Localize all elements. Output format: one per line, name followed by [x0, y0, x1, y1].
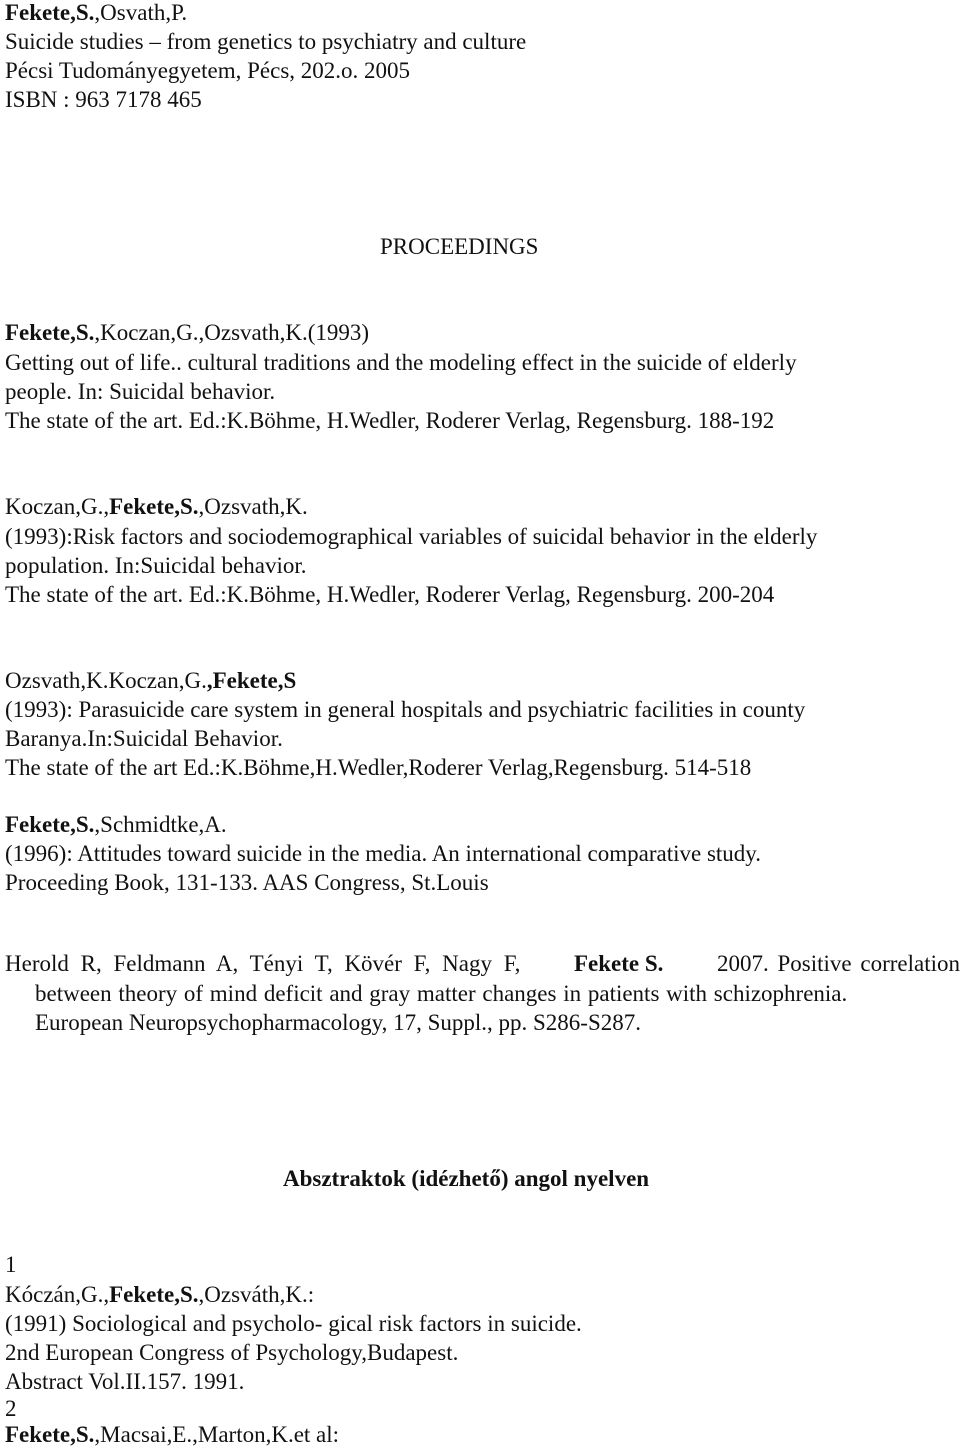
- proceeding-3-author-bold: ,Fekete,S: [206, 668, 297, 693]
- proceeding-1-author-rest: ,Koczan,G.,Ozsvath,K.(1993): [94, 320, 370, 345]
- proceeding-2-line-1: (1993):Risk factors and sociodemographical variables of suicidal behavior in the elderly: [5, 524, 818, 549]
- herold-line-1: [5, 951, 960, 977]
- proceeding-1-line-3: The state of the art. Ed.:K.Böhme, H.Wedler, Roderer Verlag, Regensburg. 188-192: [5, 408, 775, 433]
- herold-year-title: 2007. Positive correlation: [716, 951, 960, 976]
- abstract-1-number: 1: [5, 1252, 17, 1277]
- proceeding-2-author-bold: Fekete,S.: [109, 494, 199, 519]
- proceeding-2-line-2: population. In:Suicidal behavior.: [5, 553, 307, 578]
- abstract-1-author-pre: Kóczán,G.,: [5, 1282, 110, 1307]
- proceeding-3-line-2: Baranya.In:Suicidal Behavior.: [5, 726, 283, 751]
- proceeding-2-author-pre: Koczan,G.,: [5, 494, 110, 519]
- proceeding-2-authors: [5, 494, 308, 520]
- proceeding-3-author-pre: Ozsvath,K.Koczan,G.: [5, 668, 207, 693]
- book-author-rest: ,Osvath,P.: [94, 0, 188, 25]
- abstract-2-author-rest: ,Macsai,E.,Marton,K.et al:: [94, 1422, 340, 1447]
- proceeding-1-line-2: people. In: Suicidal behavior.: [5, 379, 276, 404]
- proceeding-3-line-3: The state of the art Ed.:K.Böhme,H.Wedler,Roderer Verlag,Regensburg. 514-518: [5, 755, 752, 780]
- proceeding-1-line-1: Getting out of life.. cultural traditions and the modeling effect in the suicide of elderly: [5, 350, 797, 375]
- proceeding-3-authors: [5, 668, 296, 694]
- proceeding-2-line-3: The state of the art. Ed.:K.Böhme, H.Wedler, Roderer Verlag, Regensburg. 200-204: [5, 582, 775, 607]
- book-publisher: Pécsi Tudományegyetem, Pécs, 202.o. 2005: [5, 58, 411, 83]
- herold-author-bold: Fekete S.: [573, 951, 664, 976]
- book-author-bold: Fekete,S.: [5, 0, 95, 25]
- proceeding-2-author-rest: ,Ozsvath,K.: [198, 494, 308, 519]
- proceeding-4-author-rest: ,Schmidtke,A.: [94, 812, 227, 837]
- book-isbn: ISBN : 963 7178 465: [5, 87, 202, 112]
- abstract-1-authors: [5, 1282, 314, 1308]
- herold-line-3: European Neuropsychopharmacology, 17, Suppl., pp. S286-S287.: [35, 1010, 642, 1035]
- proceeding-3-line-1: (1993): Parasuicide care system in general hospitals and psychiatric facilities in county: [5, 697, 806, 722]
- abstract-2-number: 2: [5, 1396, 17, 1421]
- abstract-1-line-3: Abstract Vol.II.157. 1991.: [5, 1369, 245, 1394]
- abstract-2-authors: [5, 1422, 339, 1448]
- proceeding-1-author-bold: Fekete,S.: [5, 320, 95, 345]
- proceeding-1-authors: [5, 320, 369, 346]
- herold-authors: Herold R, Feldmann A, Tényi T, Kövér F, Nagy F,: [5, 951, 521, 976]
- abstract-1-author-rest: ,Ozsváth,K.:: [198, 1282, 315, 1307]
- proceeding-4-author-bold: Fekete,S.: [5, 812, 95, 837]
- abstract-1-line-1: (1991) Sociological and psycholo- gical risk factors in suicide.: [5, 1311, 582, 1336]
- proceedings-heading: PROCEEDINGS: [380, 234, 539, 259]
- abstract-1-author-bold: Fekete,S.: [109, 1282, 199, 1307]
- abstract-2-author-bold: Fekete,S.: [5, 1422, 95, 1447]
- herold-line-2: between theory of mind deficit and gray matter changes in patients with schizophrenia.: [35, 981, 848, 1006]
- book-authors: [5, 0, 187, 26]
- proceeding-4-line-2: Proceeding Book, 131-133. AAS Congress, St.Louis: [5, 870, 489, 895]
- proceeding-4-authors: [5, 812, 227, 838]
- abstracts-heading-text: Absztraktok (idézhető) angol nyelven: [283, 1166, 650, 1191]
- book-title: Suicide studies – from genetics to psychiatry and culture: [5, 29, 527, 54]
- abstracts-heading: [283, 1166, 649, 1192]
- proceeding-4-line-1: (1996): Attitudes toward suicide in the media. An international comparative study.: [5, 841, 762, 866]
- abstract-1-line-2: 2nd European Congress of Psychology,Budapest.: [5, 1340, 459, 1365]
